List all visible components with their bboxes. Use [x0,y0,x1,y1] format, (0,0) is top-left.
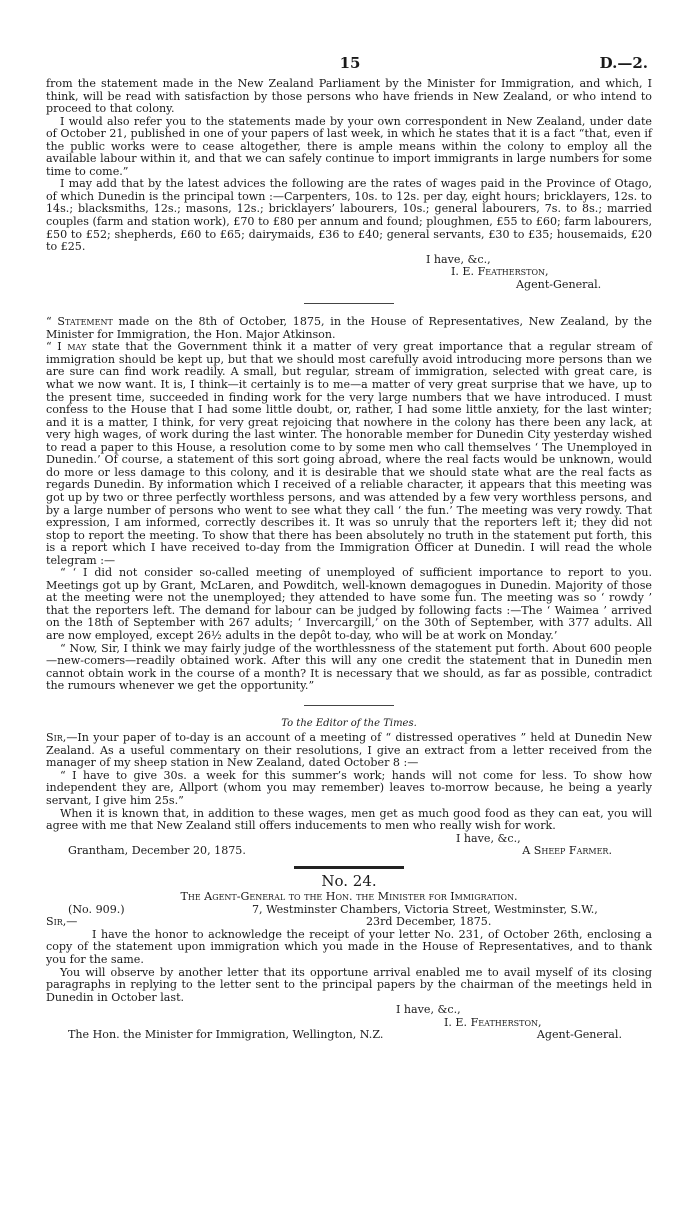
page-number: 15 [339,54,361,72]
closing-line: I have, &c., [426,252,491,266]
signer-name: I. E. Featherston, [451,265,549,279]
reference-number: (No. 909.) [68,902,125,916]
page-header [0,54,700,74]
paragraph [46,341,652,567]
signer-title: Agent-General. [516,277,602,291]
signature-row [46,845,652,858]
signer-name: I. E. Featherston, [444,1015,542,1029]
paragraph-caps: “ I may [46,340,87,354]
letter-subheading: The Agent-General to the Hon. the Minister for Immigration. [180,890,518,904]
paragraph: You will observe by another letter that its opportune arrival enabled me to avail myself of its closing paragraphs in replying to the letter sent to the principal papers by the chairman of the meetings held in Dunedin in October last. [46,965,652,1004]
paragraph-text: state that the Government think it a matter of very great importance that a regular stream of immigration should be kept up, but that we should most carefully avoid introducing more persons than we are sure can find work readily. A small, but regular, stream of immigration, selected with great care, is what we now want. It is, I think—it certainly is to me—a matter of very great surprise that we have, up to the present time, succeeded in finding work for the very large numbers that we have introduced. I must confess to the House that I had some little doubt, or, rather, I had some little anxiety, for the last winter; and it is a matter, I think, for very great rejoicing that nowhere in the colony has there been any lack, at very high wages, of work during the last winter. The honorable member for Dunedin City yesterday wished to read a paper to this House, a resolution come to by some men who call themselves ‘ The Unemployed in Dunedin.’ Of course, a statement of this sort going abroad, where the real facts would be unknown, would do more or less damage to this colony, and it is desirable that we should state what are the real facts as regards Dunedin. By information which I received of a reliable character, it appears that this meeting was got up by two or three perfectly worthless persons, and was attended by a few very worthless persons, and by a large number of persons who went to see what they call ‘ the fun.’ The meeting was very rowdy. That expression, I am informed, correctly describes it. It was so unruly that the reporters left it; they did not stop to report the meeting. To show that there has been absolutely no truth in the statement put forth, this is a report which I have received to-day from the Immigration Officer at Dunedin. I will read the whole telegram :— [46,340,652,567]
sender-address: 7, Westminster Chambers, Victoria Street, Westminster, S.W., [252,902,598,916]
letter-number: No. 24. [321,871,377,890]
paragraph [46,732,652,770]
section-divider [304,705,394,706]
statement-intro-caps: “ Statement [46,315,113,329]
paragraph: I may add that by the latest advices the following are the rates of wages paid in the Province of Otago, of which Dunedin is the principal town :—Carpenters, 10s. to 12s. per day, eight hours; bricklayers, 12s. to 14s.; blacksmiths, 12s.; masons, 12s.; bricklayers’ labourers, 10s.; general labourers, 7s. to 8s.; married couples (farm and station work), £70 to £80 per annum and found; ploughmen, £55 to £60; farm labourers, £50 to £52; shepherds, £60 to £65; dairymaids, £36 to £40; general servants, £30 to £35; housemaids, £20 to £25. [46,177,652,254]
section-divider [304,303,394,304]
closing-line: I have, &c., [396,1003,461,1017]
closing-line: I have, &c., [456,831,521,845]
signer-title: Agent-General. [536,1028,622,1042]
paragraph: I would also refer you to the statements made by your own correspondent in New Zealand, under date of October 21, published in one of your papers of last week, in which he states that it is a fact “that, even if the public works were to cease altogether, there is ample means within the colony to employ all the available labour within it, and that we can safely continue to import immigrants in large numbers for some time to come.” [46,114,652,178]
paragraph: “ ‘ I did not consider so-called meeting of unemployed of sufficient importance to report to you. Meetings got up by Grant, McLaren, and Powditch, well-known demagogues in Dunedin. Majority of those at the meeting were not the unemployed; they attended to have some fun. The meeting was so ‘ rowdy ’ that the reporters left. The demand for labour can be judged by following facts :—The ‘ Waimea ’ arrived on the 18th of September with 267 adults; ‘ Invercargill,’ on the 30th of September, with 377 adults. All are now employed, except 26½ adults in the depôt to-day, who will be at work on Monday.’ [46,566,652,642]
paragraph: “ Now, Sir, I think we may fairly judge of the worthlessness of the statement put forth. About 600 people—new-comers—readily obtained work. After this will any one credit the statement that in Dunedin men cannot obtain work in the course of a month? It is necessary that we should, as far as possible, contradict the rumours whenever we get the opportunity.” [46,641,652,693]
statement-intro-text: made on the 8th of October, 1875, in the House of Representatives, New Zealand, by the Minister for Immigration, the Hon. Major Atkinson. [46,315,652,341]
section-divider-thick [294,866,404,869]
letter-date: 23rd December, 1875. [366,915,492,929]
place-date: Grantham, December 20, 1875. [68,844,246,858]
paragraph: “ I have to give 30s. a week for this summer’s work; hands will not come for less. To show how independent they are, Allport (whom you may remember) leaves to-morrow because, he being a yearly servant, I give him 25s.” [46,768,652,807]
signature-block [46,254,652,292]
recipient: The Hon. the Minister for Immigration, Wellington, N.Z. [68,1028,384,1042]
paragraph: When it is known that, in addition to these wages, men get as much good food as they can eat, you will agree with me that New Zealand still offers inducements to men who really wish for work. [46,806,652,833]
letter-heading: To the Editor of the Times. [281,717,417,729]
statement-intro [46,316,652,341]
signer-name: A Sheep Farmer. [522,844,612,858]
document-reference: D.—2. [599,54,648,72]
salutation-caps: Sir, [46,731,67,745]
address-row [46,904,652,917]
paragraph: I have the honor to acknowledge the receipt of your letter No. 231, of October 26th, enclosing a copy of the statement upon immigration which you made in the House of Representatives, and to thank you for the same. [46,927,652,966]
page-content [46,78,652,1042]
paragraph-text: —In your paper of to-day is an account of a meeting of “ distressed operatives ” held at Dunedin New Zealand. As a useful commentary on their resolutions, I give an extract from a letter received from the manager of my sheep station in New Zealand, dated October 8 :— [46,731,652,770]
paragraph: from the statement made in the New Zealand Parliament by the Minister for Immigration, and which, I think, will be read with satisfaction by those persons who have friends in New Zealand, or who intend to proceed to that colony. [46,77,652,116]
recipient-row [46,1029,652,1042]
salutation: Sir,— [46,915,78,929]
